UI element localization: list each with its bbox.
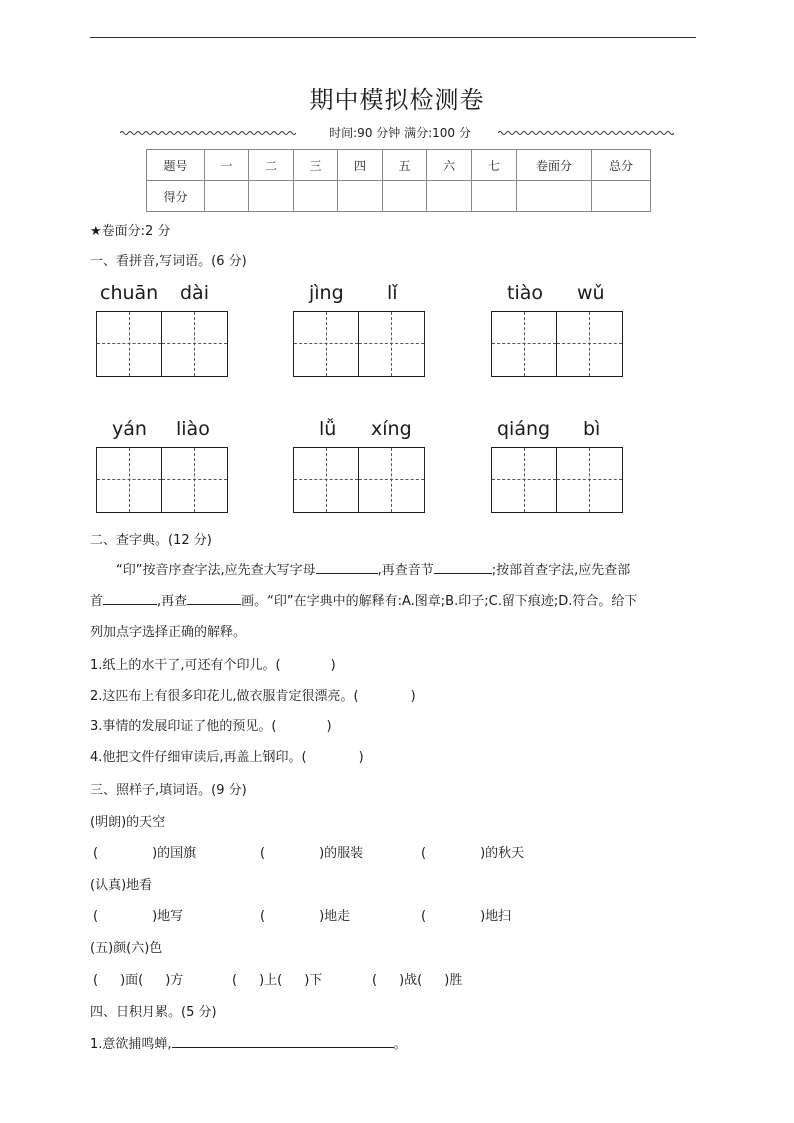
score-header-cell: 卷面分 <box>517 150 592 181</box>
section2-question-1 <box>90 654 336 673</box>
paren-close: ) <box>326 719 332 734</box>
section2-question-2 <box>90 685 416 704</box>
section3-row-1b <box>260 842 363 861</box>
section3-example-1: (明朗)的天空 <box>90 815 166 830</box>
fill-text: 面( <box>125 973 144 988</box>
pinyin-text: dài <box>180 282 209 304</box>
pinyin-text: chuān <box>100 282 159 304</box>
writing-cell[interactable] <box>359 448 424 512</box>
fill-text: 上( <box>264 973 283 988</box>
answer-blank[interactable] <box>434 560 492 574</box>
section3-row-2a <box>93 905 183 924</box>
paren-close: ) <box>120 973 126 988</box>
writing-cell[interactable] <box>294 448 359 512</box>
top-rule <box>90 37 696 38</box>
writing-cell[interactable] <box>294 312 359 376</box>
writing-grid[interactable] <box>293 311 425 377</box>
pinyin-text: jìng <box>309 282 344 304</box>
section2-paragraph <box>90 555 704 586</box>
writing-grid[interactable] <box>293 447 425 513</box>
score-input-cell[interactable] <box>592 181 651 212</box>
score-table-score-row <box>147 181 651 212</box>
writing-cell[interactable] <box>557 312 622 376</box>
question-text: 1.纸上的水干了,可还有个印儿。( <box>90 658 281 673</box>
score-header-cell: 五 <box>383 150 427 181</box>
score-input-cell[interactable] <box>517 181 592 212</box>
writing-cell[interactable] <box>557 448 622 512</box>
page-title: 期中模拟检测卷 <box>309 86 485 114</box>
score-header-cell: 七 <box>472 150 517 181</box>
neatness-score-note: ★卷面分:2 分 <box>90 224 171 239</box>
para-text: 画。“印”在字典中的解释有:A.图章;B.印子;C.留下痕迹;D.符合。给下 <box>241 594 638 609</box>
pinyin-text: xíng <box>371 418 412 440</box>
paren-close: ) <box>319 909 325 924</box>
pinyin-text: lǐ <box>387 282 398 304</box>
section1-heading: 一、看拼音,写词语。(6 分) <box>90 254 247 269</box>
pinyin-text: qiáng <box>497 418 551 440</box>
fill-text: 的服装 <box>324 846 364 861</box>
para-text: ,再查 <box>157 594 188 609</box>
score-header-cell: 总分 <box>592 150 651 181</box>
exam-time-score: 时间:90 分钟 满分:100 分 <box>329 126 471 140</box>
paren-close: ) <box>152 846 158 861</box>
paren-close: ) <box>165 973 171 988</box>
paren-open: ( <box>232 973 238 988</box>
paren-close: ) <box>410 689 416 704</box>
score-header-cell: 三 <box>294 150 338 181</box>
pinyin-text: wǔ <box>577 282 605 304</box>
paren-open: ( <box>372 973 378 988</box>
writing-grid[interactable] <box>96 447 228 513</box>
paren-close: ) <box>259 973 265 988</box>
para-text: 列加点字选择正确的解释。 <box>90 625 247 640</box>
section3-example-3: (五)颜(六)色 <box>90 941 163 956</box>
section3-row-2c <box>421 905 511 924</box>
para-text: 首 <box>90 594 104 609</box>
writing-cell[interactable] <box>492 312 557 376</box>
section3-row-2b <box>260 905 350 924</box>
question-end: 。 <box>393 1037 407 1052</box>
fill-text: 的秋天 <box>485 846 525 861</box>
wavy-divider-right <box>498 130 674 136</box>
section3-row-3c <box>372 969 462 988</box>
section2-paragraph-line2 <box>90 586 704 617</box>
paren-open: ( <box>93 846 99 861</box>
section4-question-1 <box>90 1033 407 1052</box>
section3-heading: 三、照样子,填词语。(9 分) <box>90 783 247 798</box>
score-table <box>146 149 651 212</box>
score-input-cell[interactable] <box>472 181 517 212</box>
pinyin-text: lǚ <box>319 418 337 440</box>
paren-open: ( <box>93 973 99 988</box>
score-header-cell: 题号 <box>147 150 205 181</box>
writing-grid[interactable] <box>491 311 623 377</box>
score-header-cell: 四 <box>338 150 383 181</box>
section2-question-3 <box>90 715 332 734</box>
score-header-cell: 一 <box>205 150 249 181</box>
answer-blank[interactable] <box>187 591 241 605</box>
section3-example-2: (认真)地看 <box>90 878 153 893</box>
fill-text: 的国旗 <box>157 846 197 861</box>
answer-blank[interactable] <box>316 560 378 574</box>
paren-close: ) <box>330 658 336 673</box>
section3-row-1c <box>421 842 524 861</box>
exam-info-row <box>120 124 676 142</box>
writing-cell[interactable] <box>162 448 227 512</box>
section4-heading: 四、日积月累。(5 分) <box>90 1005 217 1020</box>
section2-heading: 二、查字典。(12 分) <box>90 533 212 548</box>
paren-close: ) <box>152 909 158 924</box>
para-text: “印”按音序查字法,应先查大写字母 <box>116 563 316 578</box>
question-text: 3.事情的发展印证了他的预见。( <box>90 719 277 734</box>
writing-grid[interactable] <box>96 311 228 377</box>
paren-open: ( <box>260 909 266 924</box>
score-row-label: 得分 <box>147 181 205 212</box>
paren-close: ) <box>304 973 310 988</box>
writing-cell[interactable] <box>359 312 424 376</box>
paren-close: ) <box>319 846 325 861</box>
writing-cell[interactable] <box>97 312 162 376</box>
pinyin-text: bì <box>583 418 601 440</box>
score-input-cell[interactable] <box>294 181 338 212</box>
paren-close: ) <box>444 973 450 988</box>
section3-row-3b <box>232 969 322 988</box>
section2-question-4 <box>90 746 364 765</box>
score-table-header-row <box>147 150 651 181</box>
answer-blank[interactable] <box>103 591 157 605</box>
pinyin-text: yán <box>112 418 147 440</box>
paren-close: ) <box>480 846 486 861</box>
section2-paragraph-line3 <box>90 617 704 648</box>
writing-cell[interactable] <box>97 448 162 512</box>
fill-text: 方 <box>170 973 184 988</box>
paren-open: ( <box>93 909 99 924</box>
section3-row-3a <box>93 969 183 988</box>
score-header-cell: 六 <box>427 150 472 181</box>
paren-open: ( <box>421 909 427 924</box>
score-input-cell[interactable] <box>205 181 249 212</box>
score-input-cell[interactable] <box>427 181 472 212</box>
writing-cell[interactable] <box>162 312 227 376</box>
score-input-cell[interactable] <box>249 181 294 212</box>
pinyin-text: tiào <box>507 282 543 304</box>
writing-grid[interactable] <box>491 447 623 513</box>
para-text: ;按部首查字法,应先查部 <box>491 563 631 578</box>
score-input-cell[interactable] <box>383 181 427 212</box>
fill-text: 地写 <box>157 909 184 924</box>
wavy-divider-left <box>120 130 296 136</box>
score-input-cell[interactable] <box>338 181 383 212</box>
fill-text: 下 <box>309 973 323 988</box>
question-text: 2.这匹布上有很多印花儿,做衣服肯定很漂亮。( <box>90 689 359 704</box>
fill-text: 战( <box>404 973 423 988</box>
paren-open: ( <box>421 846 427 861</box>
fill-text: 胜 <box>449 973 463 988</box>
fill-text: 地走 <box>324 909 351 924</box>
pinyin-text: liào <box>176 418 210 440</box>
para-text: ,再查音节 <box>377 563 434 578</box>
fill-text: 地扫 <box>485 909 512 924</box>
writing-cell[interactable] <box>492 448 557 512</box>
paren-close: ) <box>480 909 486 924</box>
section3-row-1a <box>93 842 196 861</box>
score-header-cell: 二 <box>249 150 294 181</box>
paren-close: ) <box>399 973 405 988</box>
answer-blank[interactable] <box>172 1034 394 1048</box>
paren-open: ( <box>260 846 266 861</box>
question-text: 4.他把文件仔细审读后,再盖上钢印。( <box>90 750 307 765</box>
question-text: 1.意欲捕鸣蝉, <box>90 1037 172 1052</box>
paren-close: ) <box>358 750 364 765</box>
